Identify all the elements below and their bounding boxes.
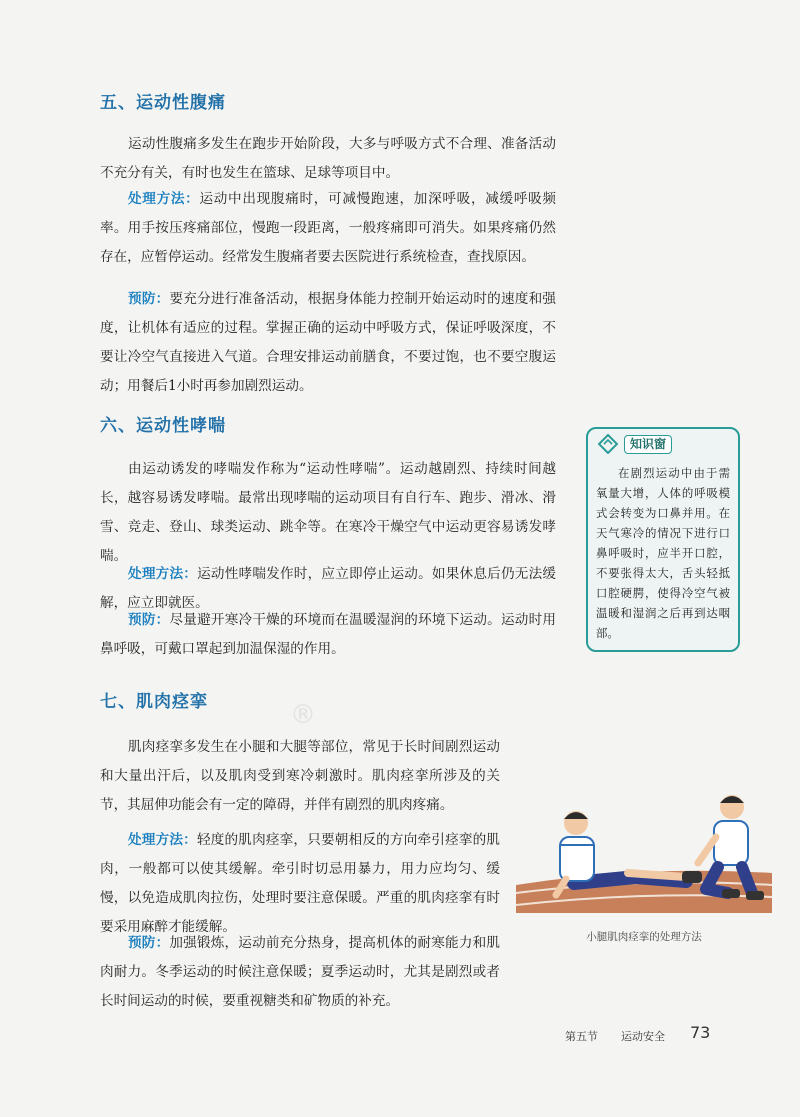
treatment-label: 处理方法：: [128, 832, 197, 848]
paragraph: 预防：加强锻炼，运动前充分热身，提高机体的耐寒能力和肌肉耐力。冬季运动的时候注意保暖；夏季运动时，尤其是剧烈或者长时间运动的时候，要重视糖类和矿物质的补充。: [100, 935, 501, 1009]
footer-section: 第五节: [565, 1030, 598, 1043]
watermark: ®: [290, 700, 316, 730]
paragraph: 肌肉痉挛多发生在小腿和大腿等部位，常见于长时间剧烈运动和大量出汗后，以及肌肉受到寒冷刺激时。肌肉痉挛所涉及的关节，其屈伸功能会有一定的障碍，并伴有剧烈的肌肉疼痛。: [100, 739, 500, 813]
paragraph: 预防：要充分进行准备活动，根据身体能力控制开始运动时的速度和强度，让机体有适应的过程。掌握正确的运动中呼吸方式，保证呼吸深度，不要让冷空气直接进入气道。合理安排运动前膳食，不要过饱，也不要空腹运动；用餐后1小时再参加剧烈运动。: [100, 291, 557, 394]
prevention-label: 预防：: [128, 935, 170, 951]
paragraph: 处理方法：运动性哮喘发作时，应立即停止运动。如果休息后仍无法缓解，应立即就医。: [100, 566, 557, 611]
treatment-label: 处理方法：: [128, 566, 198, 582]
section-heading-asthma: 六、运动性哮喘: [100, 416, 226, 436]
treatment-label: 处理方法：: [128, 191, 200, 207]
knowledge-window-title: 知识窗: [624, 435, 672, 454]
paragraph: 由运动诱发的哮喘发作称为“运动性哮喘”。运动越剧烈、持续时间越长，越容易诱发哮喘。最常出现哮喘的运动项目有自行车、跑步、滑冰、滑雪、竞走、登山、球类运动、跳伞等。在寒冷干燥空气中运动更容易诱发哮喘。: [100, 461, 556, 564]
knowledge-window-header: [598, 433, 672, 455]
section-heading-abdominal-pain: 五、运动性腹痛: [100, 93, 226, 113]
knowledge-window-text: 在剧烈运动中由于需氧量大增，人体的呼吸模式会转变为口鼻并用。在天气寒冷的情况下进行口鼻呼吸时，应半开口腔，不要张得太大，舌头轻抵口腔硬腭，使得冷空气被温暖和湿润之后再到达咽部。: [596, 466, 730, 640]
muscle-cramp-illustration: [516, 785, 772, 913]
paragraph: 处理方法：轻度的肌肉痉挛，只要朝相反的方向牵引痉挛的肌肉，一般都可以使其缓解。牵引时切忌用暴力，用力应均匀、缓慢，以免造成肌肉拉伤，处理时要注意保暖。严重的肌肉痉挛有时要采用麻醉才能缓解。: [100, 832, 501, 935]
paragraph: 处理方法：运动中出现腹痛时，可减慢跑速，加深呼吸，减缓呼吸频率。用手按压疼痛部位，慢跑一段距离，一般疼痛即可消失。如果疼痛仍然存在，应暂停运动。经常发生腹痛者要去医院进行系统检查，查找原因。: [100, 191, 557, 265]
paragraph: 预防：尽量避开寒冷干燥的环境而在温暖湿润的环境下运动。运动时用鼻呼吸，可戴口罩起到加温保湿的作用。: [100, 612, 557, 657]
prevention-label: 预防：: [128, 291, 170, 307]
section-heading-muscle-cramp: 七、肌肉痉挛: [100, 692, 208, 712]
diamond-icon: [598, 434, 618, 454]
footer-title: 运动安全: [621, 1030, 665, 1043]
page-number: 73: [690, 1023, 711, 1042]
prevention-label: 预防：: [128, 612, 170, 628]
knowledge-window: [586, 427, 740, 652]
figure-caption: 小腿肌肉痉挛的处理方法: [586, 931, 702, 943]
paragraph: 运动性腹痛多发生在跑步开始阶段，大多与呼吸方式不合理、准备活动不充分有关，有时也发生在篮球、足球等项目中。: [100, 136, 556, 181]
